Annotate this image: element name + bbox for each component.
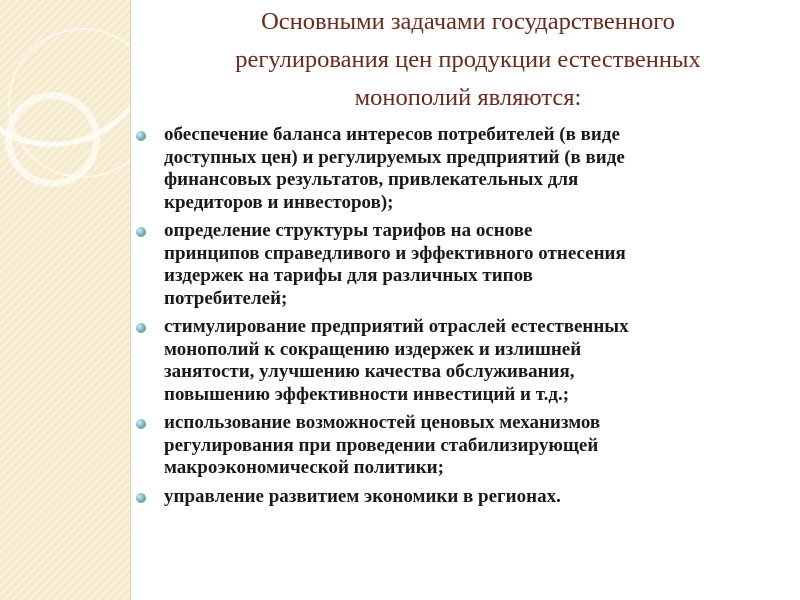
bullet-list xyxy=(134,124,794,514)
bullet-line: стимулирование предприятий отраслей естественных xyxy=(164,316,629,337)
bullet-line: повышению эффективности инвестиций и т.д.; xyxy=(164,383,570,405)
slide-title-line: регулирования цен продукции естественных xyxy=(235,46,701,73)
bullet-text xyxy=(164,412,794,480)
bullet-sphere-icon xyxy=(136,419,146,429)
bullet-line: монополий к сокращению издержек и излишней xyxy=(164,338,582,360)
bullet-line: обеспечение баланса интересов потребителей (в виде xyxy=(164,124,620,145)
bullet-sphere-icon xyxy=(136,493,146,503)
bullet-item xyxy=(134,486,794,509)
bullet-line: финансовых результатов, привлекательных для xyxy=(164,169,579,190)
decorative-ring-small xyxy=(5,92,100,187)
bullet-sphere-icon xyxy=(136,323,146,333)
bullet-item xyxy=(134,412,794,480)
bullet-line: доступных цен) и регулируемых предприятий (в виде xyxy=(164,146,625,168)
bullet-line: кредиторов и инвесторов); xyxy=(164,191,394,213)
bullet-sphere-icon xyxy=(136,131,146,141)
bullet-text xyxy=(164,316,794,406)
bullet-line: принципов справедливого и эффективного отнесения xyxy=(164,242,626,264)
bullet-sphere-icon xyxy=(136,227,146,237)
bullet-line: определение структуры тарифов на основе xyxy=(164,220,533,241)
bullet-item xyxy=(134,316,794,406)
bullet-line: управление развитием экономики в регионах. xyxy=(164,485,561,507)
bullet-text xyxy=(164,486,794,509)
decorative-side-strip xyxy=(0,0,130,600)
bullet-line: занятости, улучшению качества обслуживания, xyxy=(164,361,575,382)
bullet-line: макроэкономической политики; xyxy=(164,457,444,478)
bullet-line: потребителей; xyxy=(164,287,288,309)
slide-title-line: монополий являются: xyxy=(354,84,582,111)
bullet-text xyxy=(164,220,794,310)
slide-title-line: Основными задачами государственного xyxy=(261,8,675,35)
bullet-line: использование возможностей ценовых механизмов xyxy=(164,412,601,433)
bullet-item xyxy=(134,220,794,310)
bullet-line: регулирования при проведении стабилизирующей xyxy=(164,434,599,456)
slide-title xyxy=(148,3,788,117)
bullet-line: издержек на тарифы для различных типов xyxy=(164,265,533,286)
bullet-item xyxy=(134,124,794,214)
bullet-text xyxy=(164,124,794,214)
side-strip-edge xyxy=(130,0,131,600)
